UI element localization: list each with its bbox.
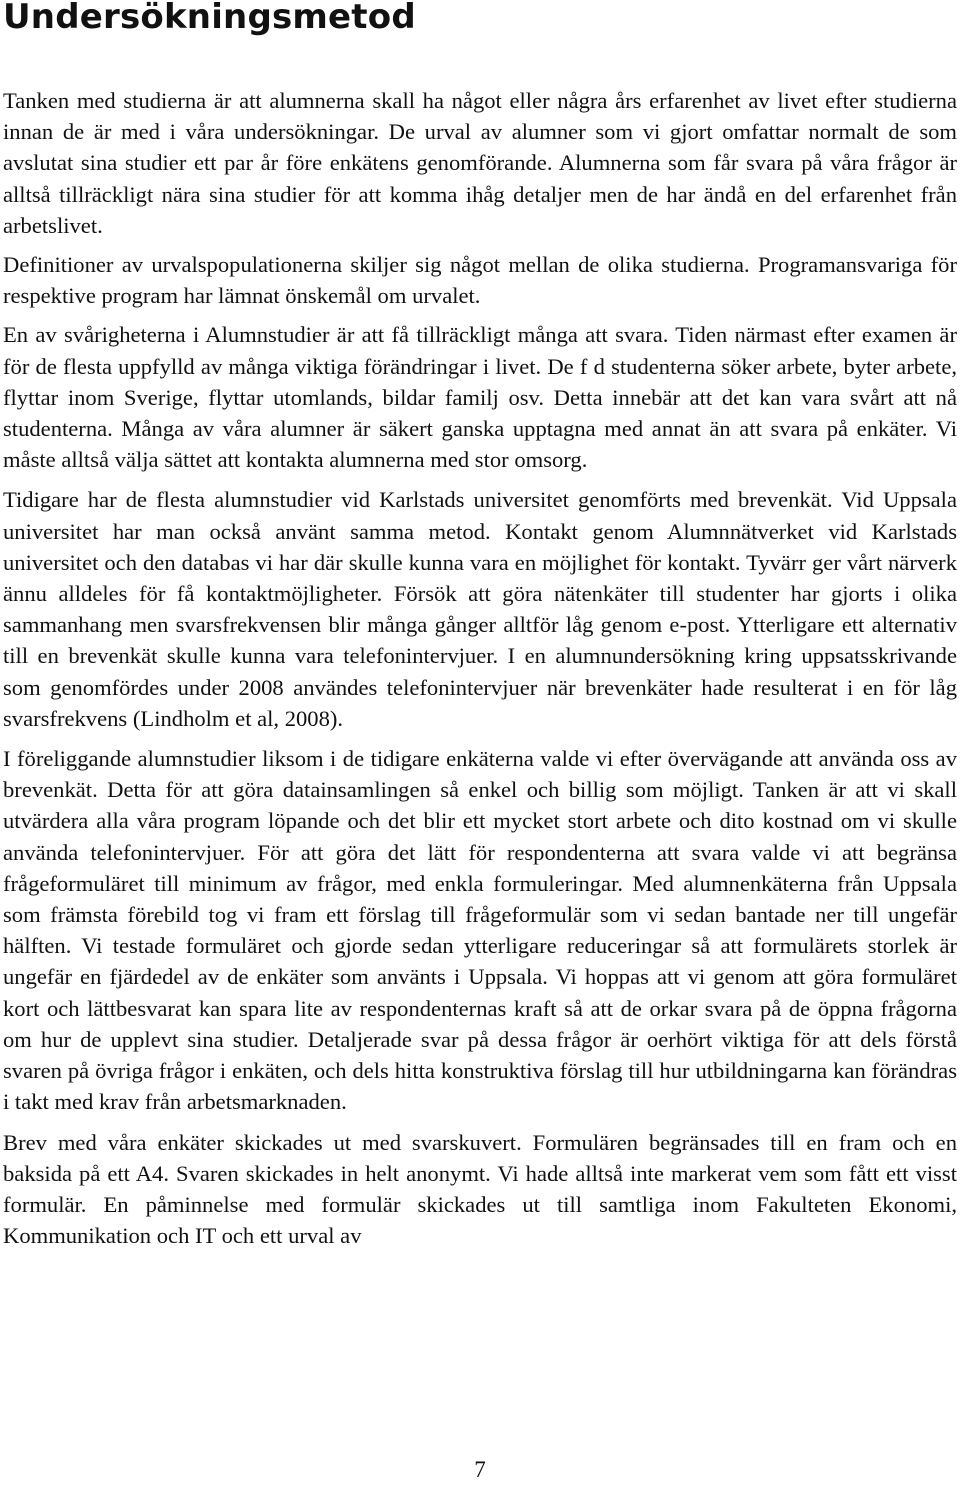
paragraph-study-purpose: Tanken med studierna är att alumnerna skall ha något eller några års erfarenhet av livet efter studierna innan de är med i våra undersökningar. De urval av alumner som vi gjort omfattar normalt de som avslutat sina studier ett par år före enkätens genomförande. Alumnerna som får svara på våra frågor är alltså tillräckligt nära sina studier för att komma ihåg detaljer men de har ändå en del erfarenhet från arbetslivet.: [3, 88, 957, 238]
section-heading: Undersökningsmetod: [3, 0, 416, 37]
paragraph-chosen-method: I föreliggande alumnstudier liksom i de tidigare enkäterna valde vi efter övervägande att använda oss av brevenkät. Detta för att göra datainsamlingen så enkel och billig som möjligt. Tanken är att vi skall utvärdera alla våra program löpande och det blir ett mycket stort arbete och dito kostnad om vi skulle använda telefonintervjuer. För att göra det lätt för respondenterna att svara valde vi att begränsa frågeformuläret till minimum av frågor, med enkla formuleringar. Med alumnenkäterna från Uppsala som främsta förebild tog vi fram ett förslag till frågeformulär som vi sedan bantade ner till ungefär hälften. Vi testade formuläret och gjorde sedan ytterligare reduceringar så att formulärets storlek är ungefär en fjärdedel av de enkäter som använts i Uppsala. Vi hoppas att vi genom att göra formuläret kort och lättbesvarat kan spara lite av respondenternas kraft så att de orkar svara på de öppna frågorna om hur de upplevt sina studier. Detaljerade svar på dessa frågor är oerhört viktiga för att dels förstå svaren på övriga frågor i enkäten, och dels hitta konstruktiva förslag till hur utbildningarna kan förändras i takt med krav från arbetsmarknaden.: [3, 746, 957, 1115]
paragraph-distribution: Brev med våra enkäter skickades ut med svarskuvert. Formulären begränsades till en fram och en baksida på ett A4. Svaren skickades in helt anonymt. Vi hade alltså inte markerat vem som fått ett visst formulär. En påminnelse med formulär skickades ut till samtliga inom Fakulteten Ekonomi, Kommunikation och IT och ett urval av: [3, 1129, 957, 1249]
paragraph-response-difficulty: En av svårigheterna i Alumnstudier är att få tillräckligt många att svara. Tiden närmast efter examen är för de flesta uppfylld av många viktiga förändringar i livet. De f d studenterna söker arbete, byter arbete, flyttar inom Sverige, flyttar utomlands, bildar familj osv. Detta innebär att det kan vara svårt att nå studenterna. Många av våra alumner är säkert ganska upptagna med annat än att svara på enkäter. Vi måste alltså välja sättet att kontakta alumnerna med stor omsorg.: [3, 322, 957, 473]
page-number: 7: [474, 1457, 486, 1482]
paragraph-previous-methods: Tidigare har de flesta alumnstudier vid Karlstads universitet genomförts med brevenkät. Vid Uppsala universitet har man också använt samma metod. Kontakt genom Alumnnätverket vid Karlstads universitet och den databas vi har där skulle kunna vara en möjlighet för kontakt. Tyvärr ger vårt närverk ännu alldeles för få kontaktmöjligheter. Försök att göra nätenkäter till studenter har gjorts i olika sammanhang men svarsfrekvensen blir många gånger alltför låg genom e-post. Ytterligare ett alternativ till en brevenkät skulle kunna vara telefonintervjuer. I en alumnundersökning kring uppsatsskrivande som genomfördes under 2008 användes telefonintervjuer när brevenkäter hade resulterat i en för låg svarsfrekvens (Lindholm et al, 2008).: [3, 487, 957, 731]
paragraph-population-definitions: Definitioner av urvalspopulationerna skiljer sig något mellan de olika studierna. Programansvariga för respektive program har lämnat önskemål om urvalet.: [3, 252, 957, 309]
